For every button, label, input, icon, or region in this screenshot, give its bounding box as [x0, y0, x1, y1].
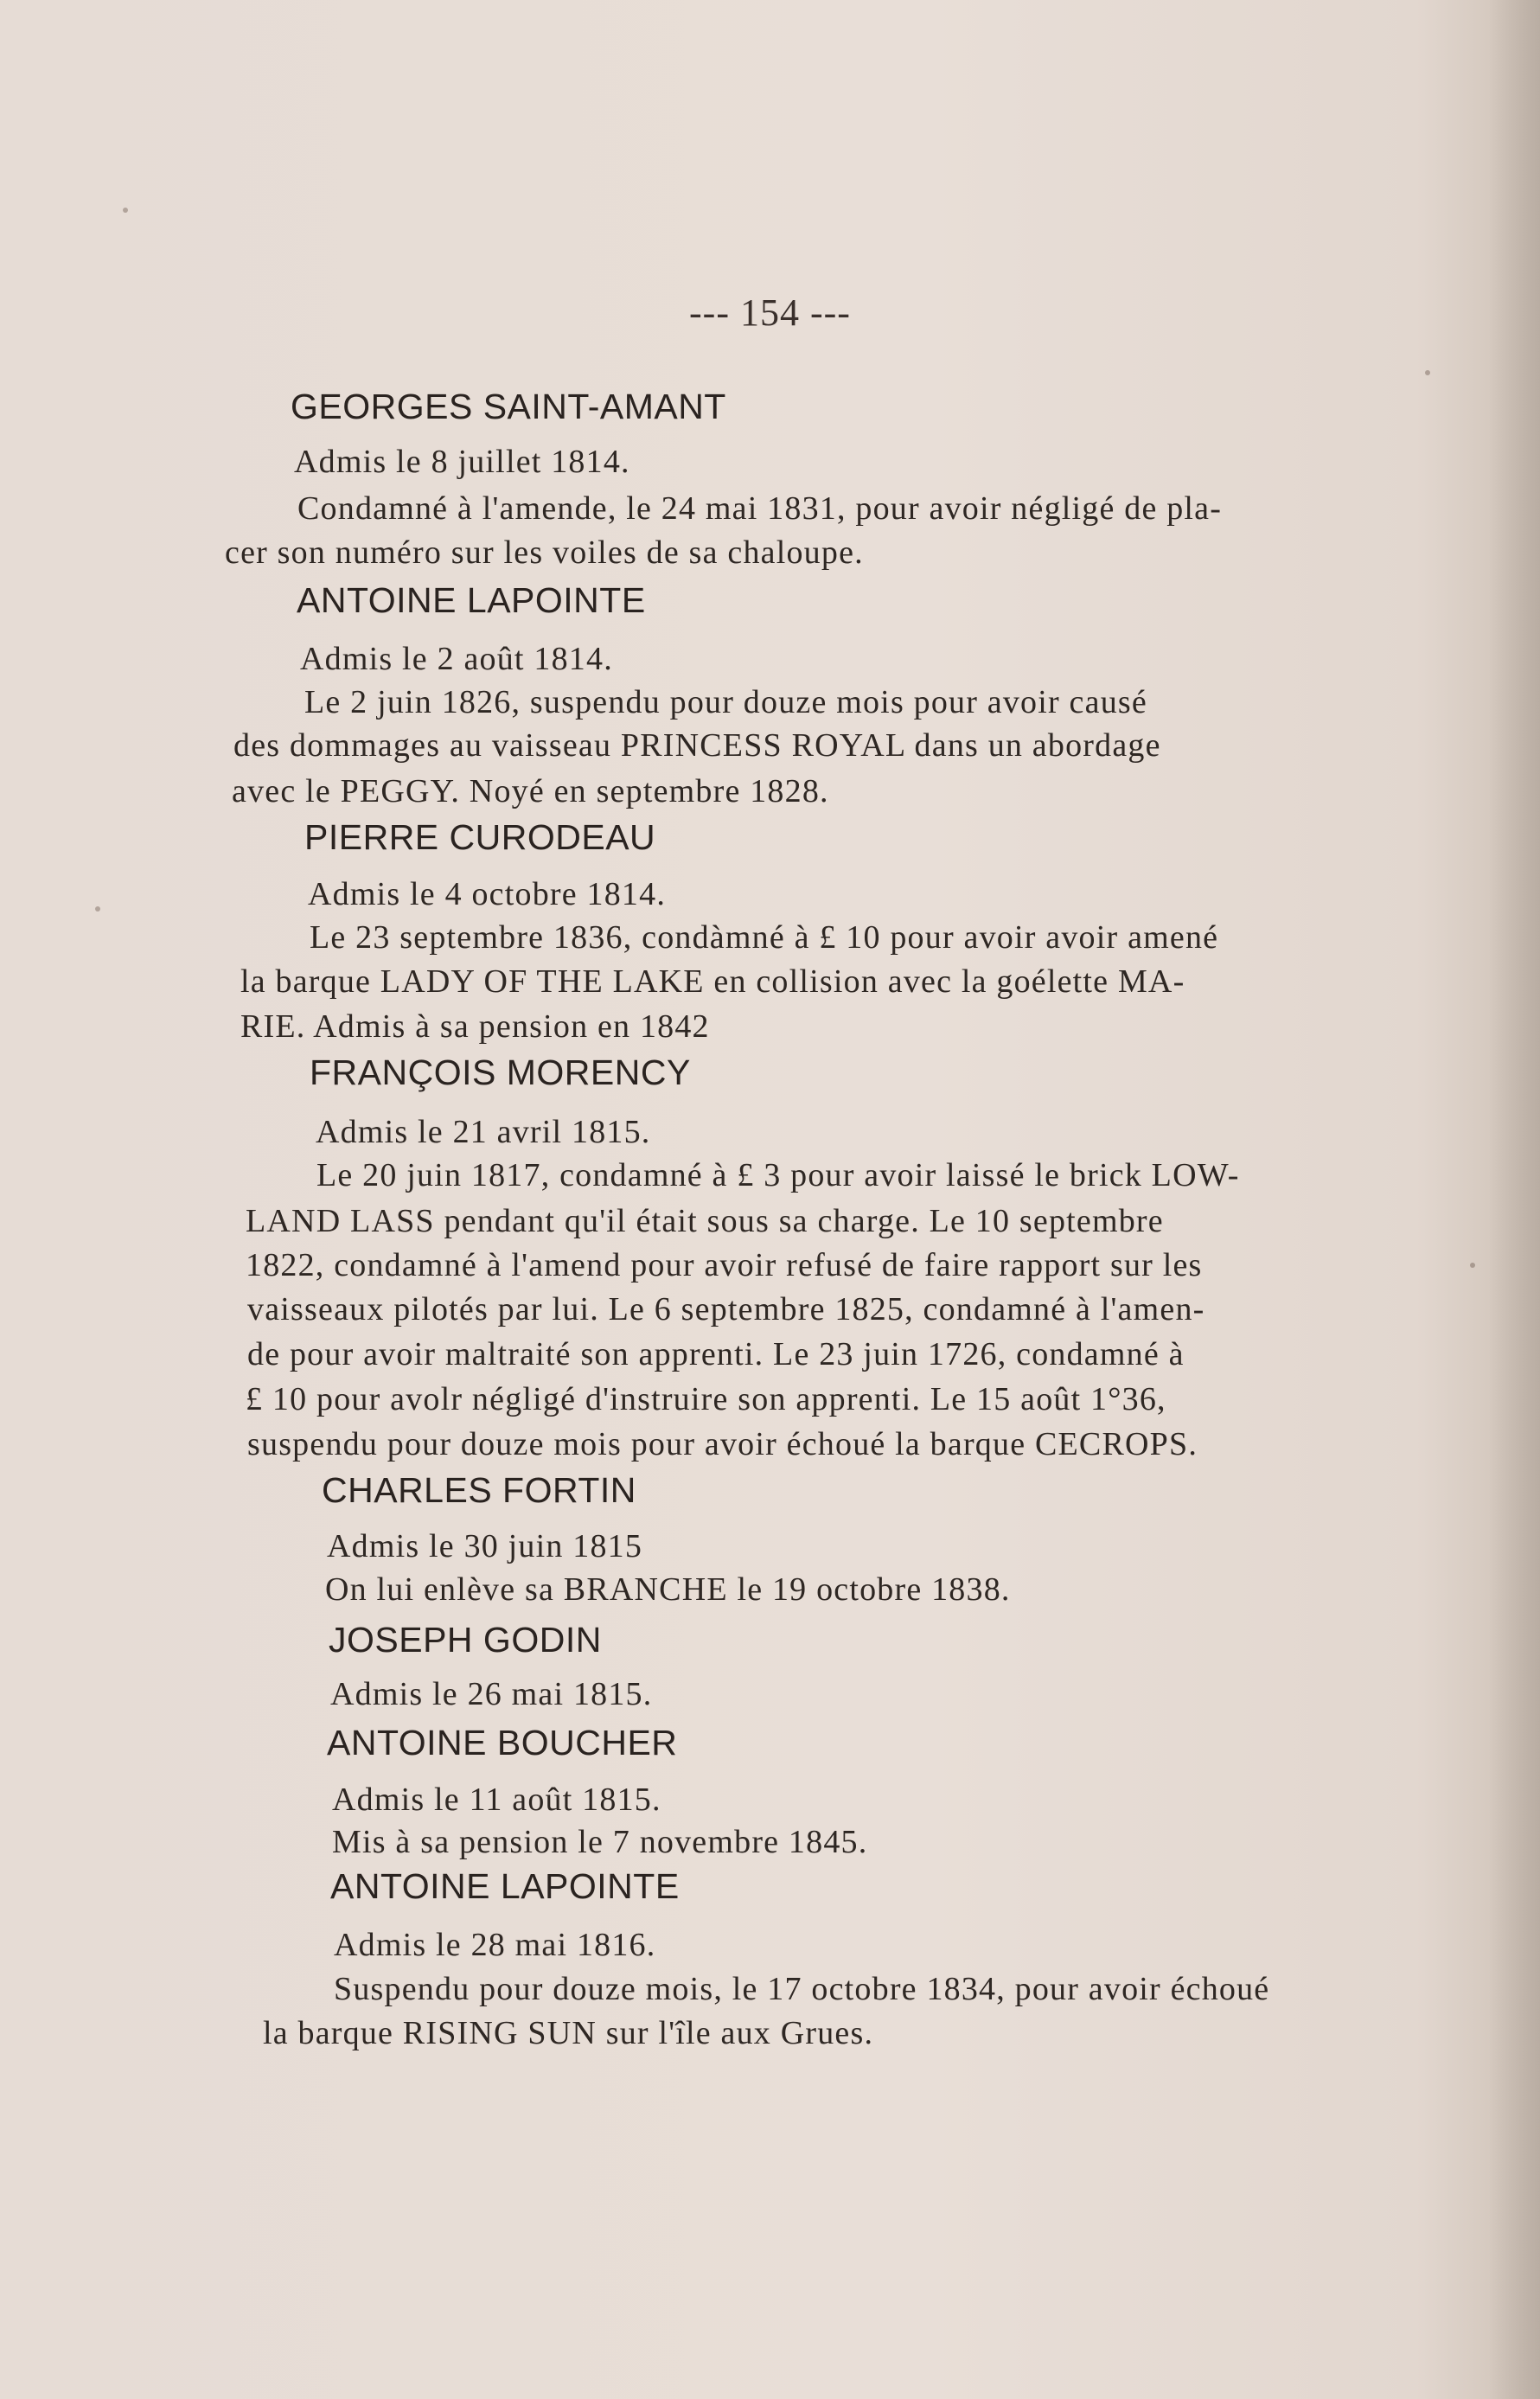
entry-line: cer son numéro sur les voiles de sa chaloupe. — [225, 534, 864, 571]
entry-line: LAND LASS pendant qu'il était sous sa charge. Le 10 septembre — [246, 1203, 1164, 1239]
entry-name: GEORGES SAINT-AMANT — [291, 387, 726, 426]
entry-name: CHARLES FORTIN — [322, 1470, 636, 1510]
paper-speck — [1470, 1263, 1475, 1268]
entry-line: Condamné à l'amende, le 24 mai 1831, pour avoir négligé de pla- — [297, 490, 1223, 527]
entry-line: Le 2 juin 1826, suspendu pour douze mois pour avoir causé — [304, 684, 1147, 720]
entry-line: Admis le 4 octobre 1814. — [308, 876, 667, 912]
entry-line: vaisseaux pilotés par lui. Le 6 septembre 1825, condamné à l'amen- — [247, 1291, 1205, 1327]
entry-line: la barque RISING SUN sur l'île aux Grues. — [263, 2015, 874, 2051]
entry-line: de pour avoir maltraité son apprenti. Le 23 juin 1726, condamné à — [247, 1336, 1185, 1372]
entry-line: Admis le 2 août 1814. — [300, 641, 613, 677]
entry-line: Admis le 8 juillet 1814. — [294, 444, 630, 480]
entry-line: Admis le 28 mai 1816. — [334, 1927, 656, 1963]
entry-line: Admis le 30 juin 1815 — [327, 1528, 643, 1564]
entry-line: 1822, condamné à l'amend pour avoir refusé de faire rapport sur les — [246, 1247, 1203, 1283]
entry-line: Admis le 21 avril 1815. — [316, 1114, 651, 1150]
entry-line: la barque LADY OF THE LAKE en collision avec la goélette MA- — [240, 963, 1185, 1000]
entry-name: FRANÇOIS MORENCY — [310, 1052, 691, 1092]
binding-shadow — [1488, 0, 1540, 2399]
entry-line: On lui enlève sa BRANCHE le 19 octobre 1838. — [325, 1571, 1011, 1608]
entry-line: RIE. Admis à sa pension en 1842 — [240, 1008, 710, 1045]
entry-line: Suspendu pour douze mois, le 17 octobre 1834, pour avoir échoué — [334, 1971, 1270, 2007]
entry-line: Le 20 juin 1817, condamné à £ 3 pour avoir laissé le brick LOW- — [316, 1157, 1240, 1193]
entry-line: Admis le 11 août 1815. — [332, 1782, 661, 1818]
entry-line: £ 10 pour avolr négligé d'instruire son apprenti. Le 15 août 1°36, — [246, 1381, 1166, 1417]
entry-name: ANTOINE LAPOINTE — [330, 1866, 680, 1906]
entry-line: Le 23 septembre 1836, condàmné à £ 10 pour avoir avoir amené — [310, 919, 1219, 956]
paper-speck — [95, 906, 100, 912]
paper-speck — [123, 208, 128, 213]
entry-line: des dommages au vaisseau PRINCESS ROYAL dans un abordage — [233, 727, 1161, 764]
entry-name: JOSEPH GODIN — [329, 1620, 602, 1660]
entry-line: avec le PEGGY. Noyé en septembre 1828. — [232, 773, 829, 809]
entry-line: Mis à sa pension le 7 novembre 1845. — [332, 1824, 868, 1860]
entry-name: ANTOINE LAPOINTE — [297, 580, 646, 620]
paper-speck — [1425, 370, 1430, 375]
entry-name: PIERRE CURODEAU — [304, 817, 656, 857]
entry-line: Admis le 26 mai 1815. — [330, 1676, 653, 1712]
entry-line: suspendu pour douze mois pour avoir échoué la barque CECROPS. — [247, 1426, 1198, 1462]
page-number: --- 154 --- — [689, 291, 851, 334]
entry-name: ANTOINE BOUCHER — [327, 1723, 678, 1762]
